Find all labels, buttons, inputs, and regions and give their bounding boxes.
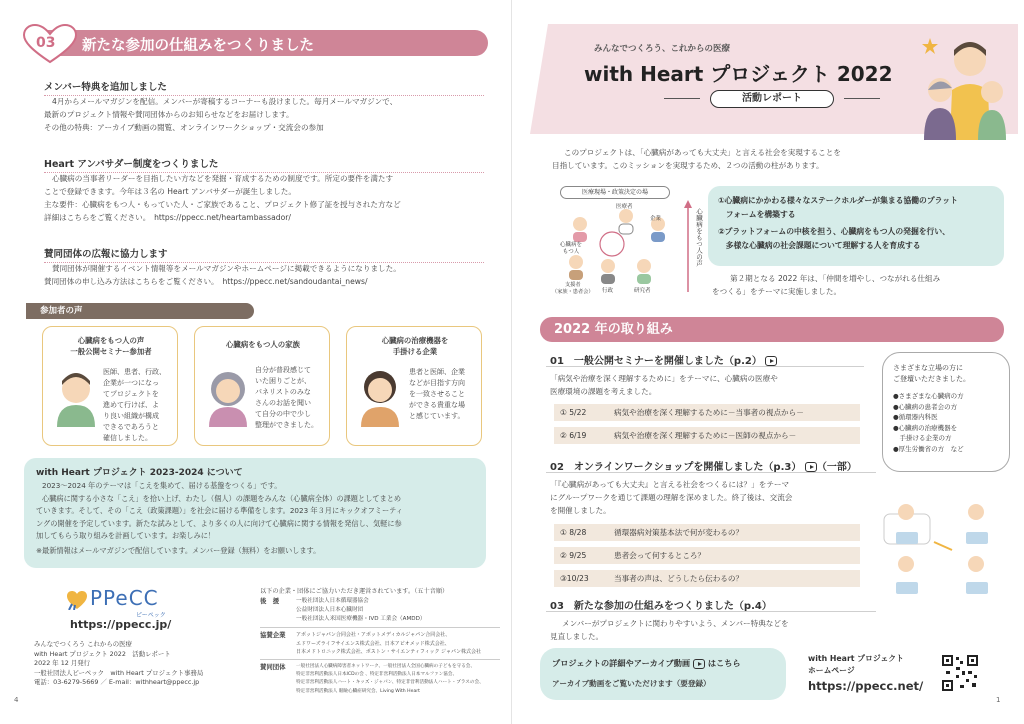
credits-box: 後 援 一般社団法人日本循環器協会 公益財団法人日本心臓財団 一般社団法人米国医療機器・IVD 工業会（AMDD） 協賛企業 アボットジャパン合同会社・アボットメディカルジャパン合同会社、 エドワーズライフサイエンス株式会社、日本アビオメッド株式会社、 日本メドトロニック株式会社、ボストン・サイエンティフィック ジャパン株式会社 賛同団体 一般社団法人心臓病障害者ネットワーク、一般社団法人全国心臓病の子どもを守る会、 特定非営利活動法人日本ICDの会 、特定非営利活動法人日本マルファン協会、 特定非営利活動法人ハート・キッズ・ジャパン、特定非営利活動法人ハート・プラスの会、 特定非営利活動法人 眼瞼心臓症研究会、Living With Heart [260, 597, 500, 703]
section-title: 新たな参加の仕組みをつくりました [82, 38, 314, 54]
play-icon [805, 462, 817, 472]
act1-item: ① 5/22 病気や治療を深く理解するために－当事者の視点から－ [554, 404, 860, 421]
act1-title: 01 一般公開セミナーを開催しました（p.2） [550, 352, 860, 367]
act3-title: 03 新たな参加の仕組みをつくりました（p.4） [550, 601, 772, 612]
play-icon [765, 356, 777, 366]
right-page [512, 0, 1024, 724]
businesswoman-avatar-icon [355, 365, 405, 427]
act1-item: ② 6/19 病気や治療を深く理解するために－医師の視点から－ [554, 427, 860, 444]
tagline: みんなでつくろう、これからの医療 [594, 44, 731, 54]
homepage-label: with Heart プロジェクト ホームページ [808, 654, 904, 675]
act1-desc: 「病気や治療を深く理解するために」をテーマに、心臓病の医療や 医療環境の課題を考えました。 [550, 374, 778, 396]
supporters-text: 賛同団体が開催するイベント情報等をメールマガジンやホームページに掲載できるようになりました。 賛同団体の申し込み方法はこちらをご覧ください。 https://ppecc.net/sandoudantai_news/ [44, 264, 401, 286]
plan-box [24, 458, 486, 568]
family-illustration-icon [900, 30, 1010, 140]
ambassador-text: 心臓病の当事者リーダーを目指したい方などを発掘・育成するための制度です。所定の要件を満たす ことで登録できます。今年は３名の Heart アンバサダーが誕生しました。 主な要件：心臓病をもつ人・もっていた人・ご家族であること、プロジェクト修了証を授与された方など 詳細はこちらをご覧ください。 https://ppecc.net/heartambassador/ [44, 174, 401, 222]
heart-logo-icon [66, 590, 88, 610]
voice-card-company: 心臓病の治療機器を 手掛ける企業 患者と医師、企業 などが目指す方向 を一致させること ができる貴重な場 と感じています。 [346, 326, 482, 446]
right-page-number: 1 [996, 696, 1001, 704]
member-text: 4月からメールマガジンを配信。メンバーが寄稿するコーナーも設けました。毎月メールマガジンで、 最新のプロジェクト情報や賛同団体からのお知らせなどをお届けします。 その他の特典：アーカイブ動画の閲覧、オンラインワークショップ・交流会の参加 [44, 97, 398, 132]
voice-card-family: 心臓病をもつ人の家族 自分が普段感じて いた困りごとが、 パネリストのみな さんのお話を聞い て自分の中で少し 整理ができました。 [194, 326, 330, 446]
voices-label: 参加者の声 [26, 303, 254, 319]
act2-desc: 「『心臓病があっても大丈夫』と言える社会をつくるには？」をテーマ にグループワークを通じて課題の理解を深めました。終了後は、交流会 を開催しました。 [550, 480, 793, 515]
stakeholder-diagram: 医療現場・政策決定の場 心臓病を もつ人 医療者 企業 支援者 （家族・患者会） 行政 研究者 心臓病をもつ人の声 [548, 182, 708, 300]
project-title: with Heart プロジェクト 2022 [584, 62, 893, 86]
ambassador-heading: Heart アンバサダー制度をつくりました [44, 156, 484, 173]
credits-heading: 以下の企業・団体にご協力いただき運営されています。（五十音順） [260, 588, 449, 595]
plan-heading: with Heart プロジェクト 2023-2024 について [36, 468, 243, 478]
act2-item: ① 8/28 循環器病対策基本法で何が変わるの？ [554, 524, 860, 541]
act2-item: ③10/23 当事者の声は、どうしたら伝わるの？ [554, 570, 860, 587]
homepage-url[interactable]: https://ppecc.net/ [808, 679, 924, 693]
footer-info: みんなでつくろう これからの医療 with Heart プロジェクト 2022 活動レポート 2022 年 12 月発行 一般社団法人ピーペック with Heart プロジェクト事務局 電話：03-6279-5669 ／ E-mail：withheart@ppecc.jp [34, 640, 204, 686]
act3-desc: メンバーがプロジェクトに関わりやすいよう、メンバー特典などを 見直しました。 [550, 619, 789, 641]
left-page-number: 4 [14, 696, 19, 704]
archive-box[interactable]: プロジェクトの詳細やアーカイブ動画 はこちら アーカイブ動画をご覧いただけます（要登録） [540, 648, 786, 700]
act2-item: ② 9/25 患者会って何するところ？ [554, 547, 860, 564]
section-header [22, 28, 488, 58]
ppecc-logo: PPeCC ピーペック [66, 586, 216, 622]
play-icon [693, 659, 705, 669]
report-label-line-right [844, 98, 880, 99]
footer-url[interactable]: https://ppecc.jp/ [70, 618, 172, 631]
woman-avatar-icon [203, 365, 253, 427]
voice-card-patient: 心臓病をもつ人の声 一般公開セミナー参加者 医師、患者、行政、 企業が一つになっ てプロジェクトを 進めて行けば、よ り良い組織が構成 できるであろうと 確信しました。 [42, 326, 178, 446]
year-heading: 2022 年の取り組み [540, 317, 1004, 342]
pillars-box: ①心臓病にかかわる様々なステークホルダーが集まる協働のプラット フォームを構築する ②プラットフォームの中核を担う、心臓病をもつ人の発掘を行い、 多様な心臓病の社会課題について理解する人を育成する [708, 186, 1004, 266]
plan-text: 2023〜2024 年のテーマは「こえを集めて、届ける基盤をつくる」です。 心臓病に関する小さな「こえ」を拾い上げ、わたし（個人）の課題をみんな（心臓病全体）の課題としてまとめ ていきます。そして、その「こえ（政策課題）」を社会に届ける準備をします。2023 年３月にキックオフミーティ ングの開催を予定しています。新たな試みとして、より多くの人に向けて心臓病に関する情報を発信し、気軽に参 加してもらう取り組みを計画しています。お楽しみに！ ※最新情報はメールマガジンで配信しています。メンバー登録（無料）をお願いします。 [36, 481, 403, 555]
speaker-bubble: さまざまな立場の方に ご登壇いただきました。 ●さまざまな心臓病の方 ●心臓病の患者会の方 ●循環器内科医 ●心臓病の治療機器を 手掛ける企業の方 ●厚生労働省の方 など [882, 352, 1010, 472]
phase2-text: 第２期となる 2022 年は、「仲間を増やし、つながれる仕組み をつくる」をテーマに実施しました。 [712, 274, 941, 296]
qr-code-icon[interactable] [940, 653, 980, 693]
man-avatar-icon [51, 367, 101, 427]
member-heading: メンバー特典を追加しました [44, 79, 484, 96]
supporters-heading: 賛同団体の広報に協力します [44, 246, 484, 263]
intro-text: このプロジェクトは、「心臓病があっても大丈夫」と言える社会を実現することを 目指しています。このミッションを実現するため、２つの活動の柱があります。 [552, 148, 841, 170]
act2-title: 02 オンラインワークショップを開催しました（p.3） （一部） [550, 462, 857, 473]
report-label-line-left [664, 98, 700, 99]
section-number: 03 [36, 35, 56, 51]
workshop-illustration-icon [874, 492, 1014, 600]
report-label: 活動レポート [710, 90, 834, 108]
